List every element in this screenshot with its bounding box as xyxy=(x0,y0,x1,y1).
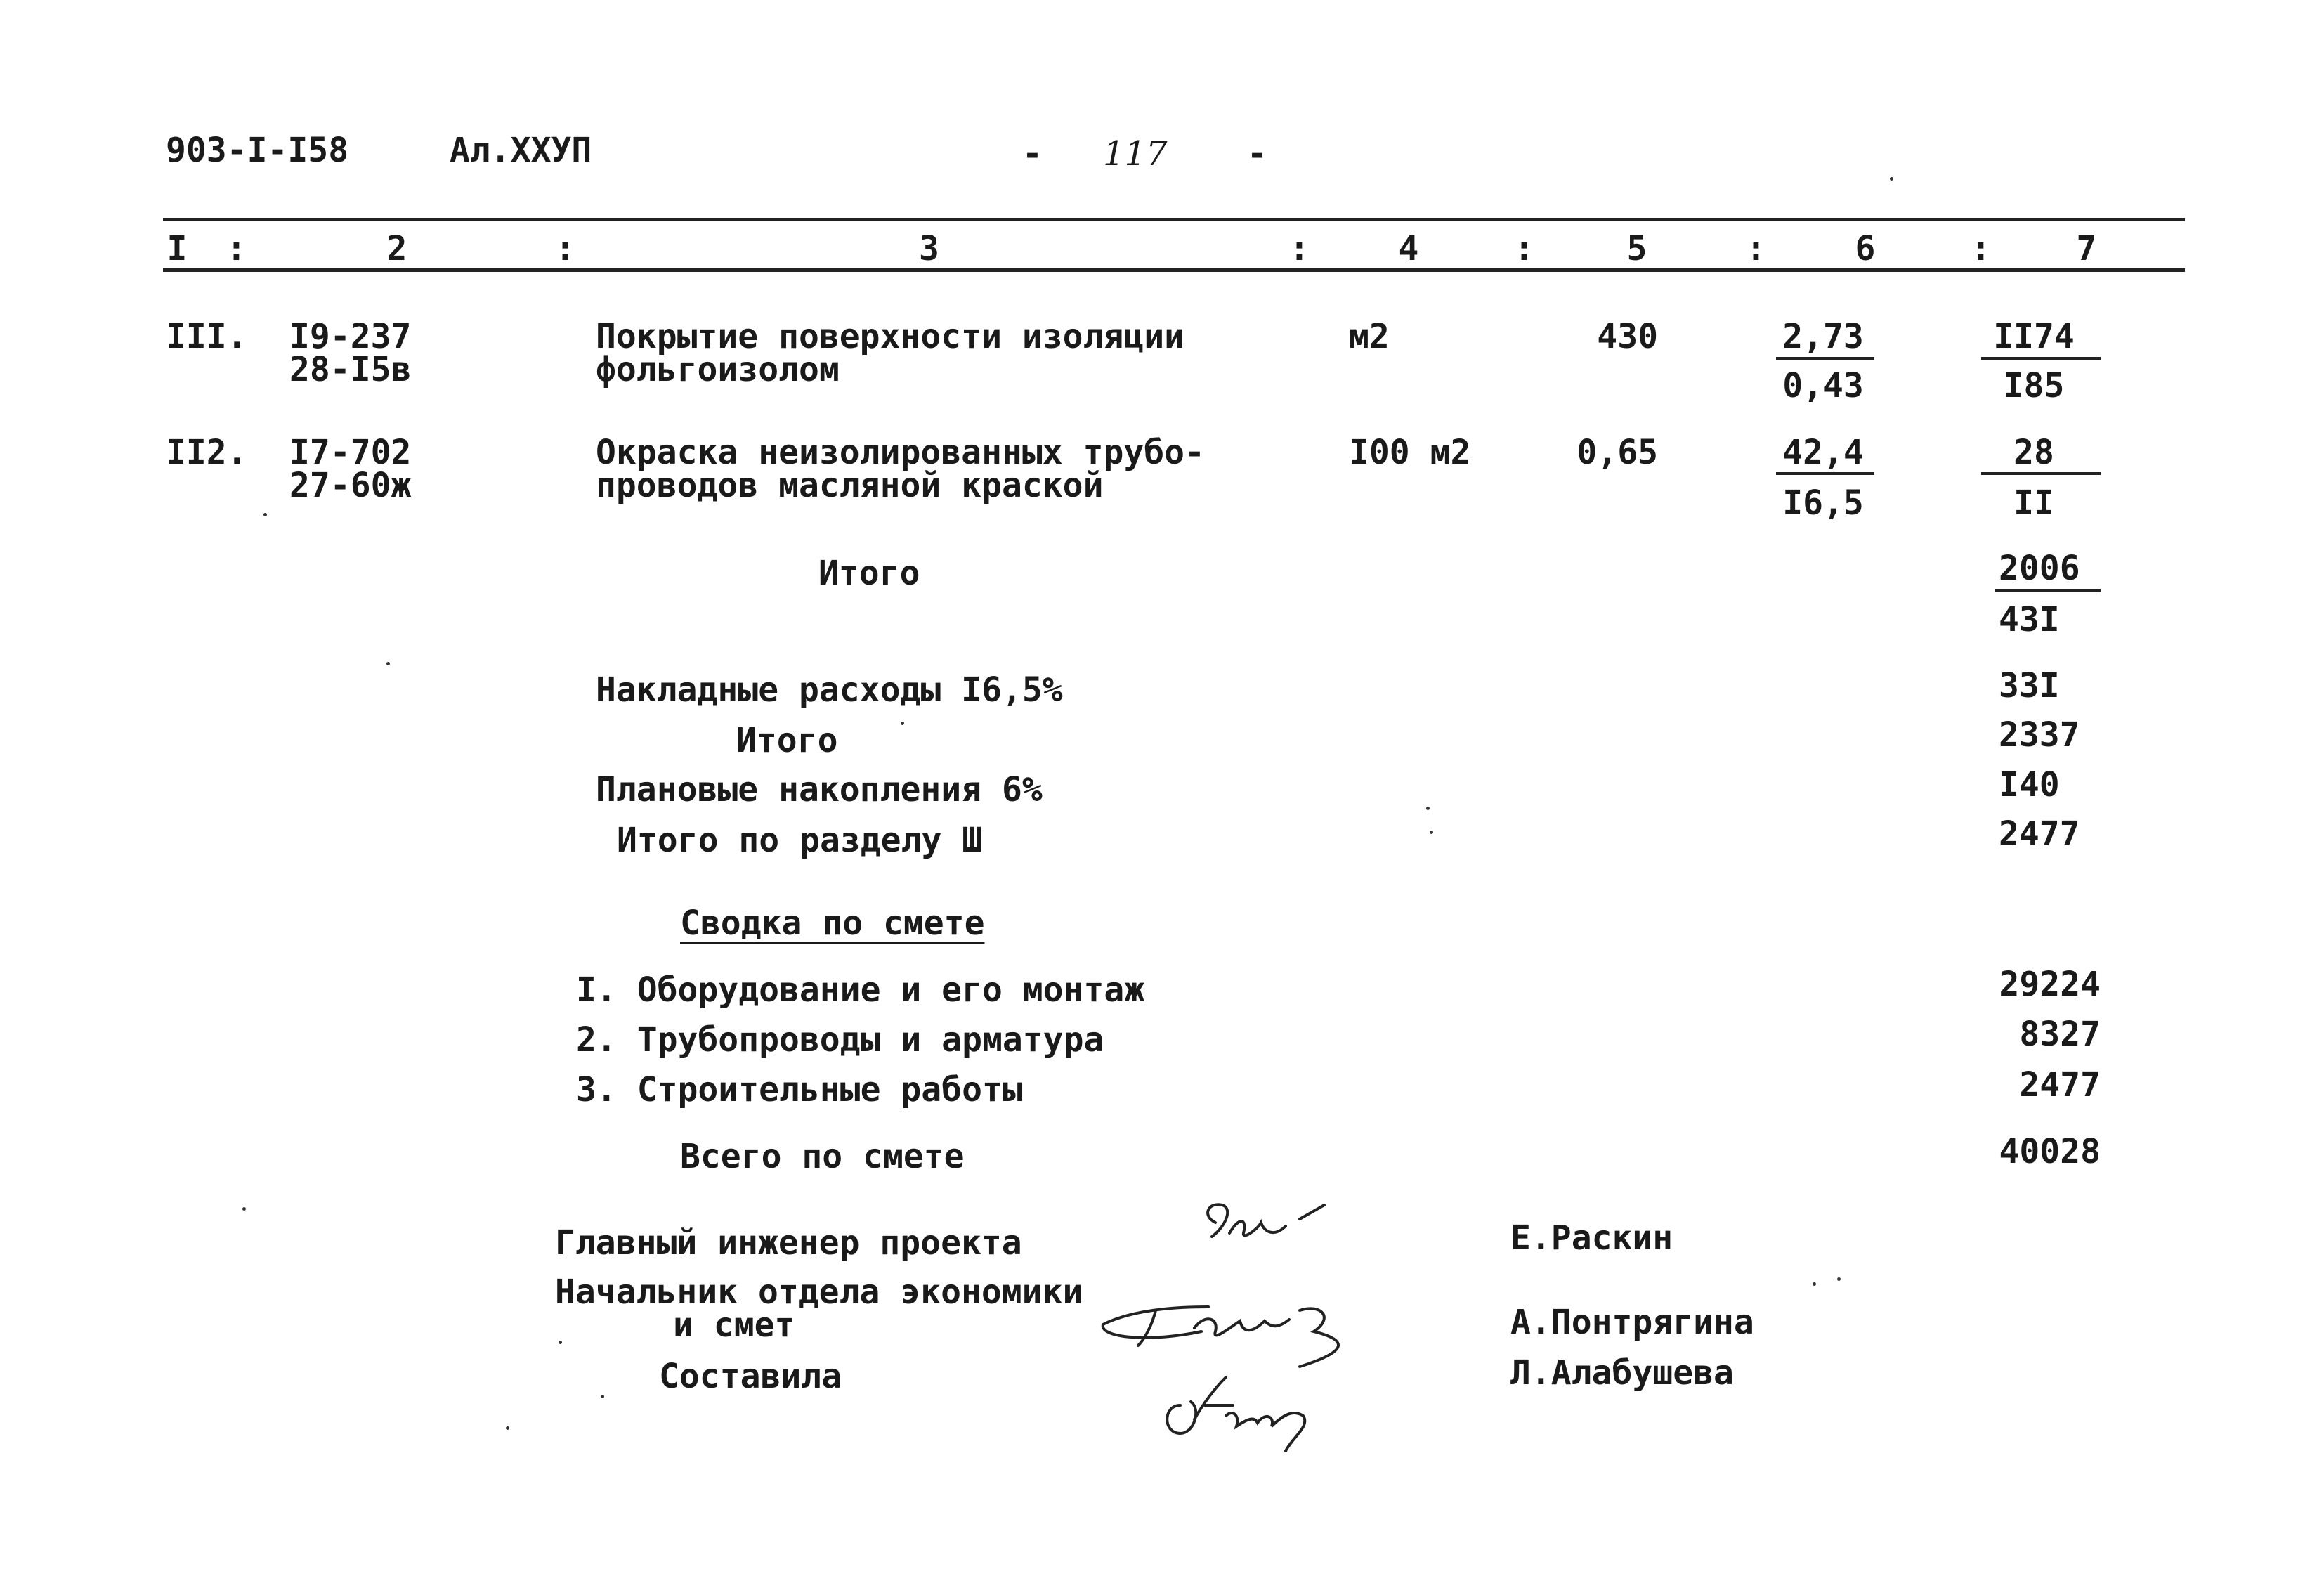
row-code: 27-60ж xyxy=(289,466,412,505)
row-total-wage: I85 xyxy=(2003,366,2065,405)
signature-role-compiler: Составила xyxy=(659,1357,842,1396)
scan-speck xyxy=(1890,177,1893,181)
signature-role-dept-head: Начальник отдела экономики xyxy=(555,1272,1083,1312)
section-total-value: 2477 xyxy=(1999,814,2080,854)
row-unit-price: 2,73 xyxy=(1782,317,1864,356)
signature-role-chief-engineer: Главный инженер проекта xyxy=(555,1223,1022,1263)
summary-title: Сводка по смете xyxy=(680,904,985,943)
scan-speck xyxy=(1813,1282,1816,1286)
subtotal-wage: 43I xyxy=(1999,600,2060,639)
col-sep: : xyxy=(1514,229,1534,268)
row-total: II74 xyxy=(1993,317,2075,356)
scan-speck xyxy=(1426,807,1430,810)
row-description: проводов масляной краской xyxy=(596,466,1104,505)
row-unit-price: 42,4 xyxy=(1782,433,1864,472)
row-quantity: 430 xyxy=(1597,317,1658,356)
summary-item-equipment: I. Оборудование и его монтаж xyxy=(576,970,1145,1010)
col-header-5: 5 xyxy=(1626,229,1647,268)
scan-speck xyxy=(1430,831,1433,834)
col-header-7: 7 xyxy=(2076,229,2097,268)
fraction-line xyxy=(1995,589,2101,592)
col-header-6: 6 xyxy=(1855,229,1876,268)
header-rule-bottom xyxy=(163,268,2185,272)
summary-item-pipelines: 2. Трубопроводы и арматура xyxy=(576,1020,1104,1060)
signature-name-chief-engineer: Е.Раскин xyxy=(1510,1218,1673,1258)
row-number: III. xyxy=(166,317,247,356)
scan-speck xyxy=(263,513,267,516)
subtotal2-label: Итого xyxy=(736,721,838,760)
page-number: 117 xyxy=(1103,134,1168,174)
row-description: Окраска неизолированных трубо- xyxy=(596,433,1205,472)
summary-item-equipment-value: 29224 xyxy=(1999,965,2101,1004)
signature-name-compiler: Л.Алабушева xyxy=(1510,1353,1734,1393)
row-unit: I00 м2 xyxy=(1349,433,1471,472)
summary-item-construction-value: 2477 xyxy=(2019,1065,2101,1105)
handwritten-signature xyxy=(1089,1272,1412,1377)
document-code: 903-I-I58 xyxy=(166,131,349,170)
col-sep: : xyxy=(226,229,247,268)
row-description: фольгоизолом xyxy=(596,350,840,389)
col-sep: : xyxy=(1971,229,1991,268)
header-rule-top xyxy=(163,218,2185,221)
planned-savings-value: I40 xyxy=(1999,765,2060,805)
handwritten-signature xyxy=(1194,1194,1363,1265)
col-sep: : xyxy=(555,229,575,268)
planned-savings-label: Плановые накопления 6% xyxy=(596,770,1043,809)
signature-name-dept-head: А.Понтрягина xyxy=(1510,1303,1754,1342)
row-total: 28 xyxy=(2013,433,2054,472)
row-unit-price-wage: 0,43 xyxy=(1782,366,1864,405)
row-unit-price-wage: I6,5 xyxy=(1782,483,1864,523)
grand-total-label: Всего по смете xyxy=(680,1137,965,1176)
overhead-value: 33I xyxy=(1999,666,2060,705)
handwritten-signature xyxy=(1152,1367,1335,1458)
subtotal2-value: 2337 xyxy=(1999,715,2080,755)
row-quantity: 0,65 xyxy=(1576,433,1658,472)
col-header-4: 4 xyxy=(1398,229,1419,268)
row-description: Покрытие поверхности изоляции xyxy=(596,317,1185,356)
subtotal-value: 2006 xyxy=(1999,549,2080,588)
scan-speck xyxy=(242,1207,246,1211)
section-total-label: Итого по разделу Ш xyxy=(617,821,983,860)
grand-total-value: 40028 xyxy=(1999,1132,2101,1171)
album-number: Ал.XXУП xyxy=(450,131,592,170)
row-number: II2. xyxy=(166,433,247,472)
row-code: I9-237 xyxy=(289,317,412,356)
page-dash-left: - xyxy=(1022,134,1043,174)
row-code: I7-702 xyxy=(289,433,412,472)
row-total-wage: II xyxy=(2013,483,2054,523)
scan-speck xyxy=(506,1426,509,1430)
fraction-line xyxy=(1776,357,1874,360)
row-unit: м2 xyxy=(1349,317,1390,356)
row-code: 28-I5в xyxy=(289,350,412,389)
fraction-line xyxy=(1776,472,1874,475)
subtotal-label: Итого xyxy=(818,554,920,593)
signature-role-dept-head-2: и смет xyxy=(673,1305,795,1345)
page-dash-right: - xyxy=(1247,134,1267,174)
scan-speck xyxy=(559,1341,562,1344)
col-header-1: I xyxy=(167,229,188,268)
summary-item-pipelines-value: 8327 xyxy=(2019,1015,2101,1054)
scan-speck xyxy=(601,1395,604,1398)
col-header-3: 3 xyxy=(919,229,939,268)
scan-speck xyxy=(1837,1277,1841,1281)
scan-speck xyxy=(901,722,904,725)
col-header-2: 2 xyxy=(386,229,407,268)
fraction-line xyxy=(1981,357,2101,360)
fraction-line xyxy=(1981,472,2101,475)
col-sep: : xyxy=(1289,229,1310,268)
scan-speck xyxy=(386,662,390,665)
col-sep: : xyxy=(1746,229,1766,268)
summary-item-construction: 3. Строительные работы xyxy=(576,1070,1023,1109)
overhead-label: Накладные расходы I6,5% xyxy=(596,670,1063,710)
